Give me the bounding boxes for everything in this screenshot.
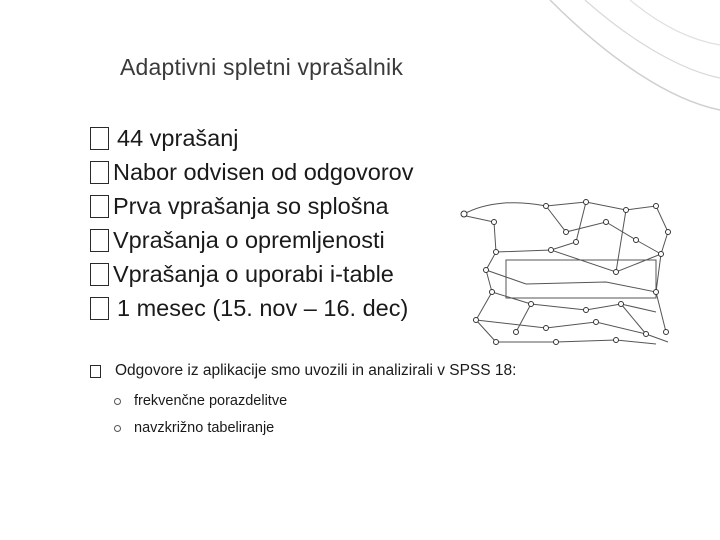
missing-glyph-box-icon <box>90 127 109 150</box>
sub-list-item-text: navzkrižno tabeliranje <box>134 420 275 436</box>
missing-glyph-box-icon <box>90 297 109 320</box>
list-item-text: 1 mesec (15. nov – 16. dec) <box>117 295 409 321</box>
list-item-text: Vprašanja o uporabi i-table <box>113 261 394 287</box>
list-item-text: Prva vprašanja so splošna <box>113 193 389 219</box>
missing-glyph-box-icon <box>90 263 109 286</box>
list-item-text: Nabor odvisen od odgovorov <box>113 159 414 185</box>
list-item-text: Vprašanja o opremljenosti <box>113 227 385 253</box>
note-text: Odgovore iz aplikacije smo uvozili in analizirali v SPSS 18: <box>115 362 517 379</box>
missing-glyph-box-icon <box>90 229 109 252</box>
list-item <box>90 291 413 325</box>
sub-list-item <box>114 415 287 442</box>
sub-list-item-text: frekvenčne porazdelitve <box>134 393 288 409</box>
list-item <box>90 121 413 155</box>
list-item <box>90 189 413 223</box>
sub-list <box>114 388 287 442</box>
corner-decoration <box>490 0 720 130</box>
slide-title: Adaptivni spletni vprašalnik <box>120 54 404 80</box>
list-item-text: 44 vprašanj <box>117 125 239 151</box>
note-item <box>90 362 516 380</box>
bullet-list <box>90 121 413 325</box>
missing-glyph-box-icon <box>90 195 109 218</box>
list-item <box>90 257 413 291</box>
sub-list-item <box>114 388 287 415</box>
questionnaire-flow-diagram <box>456 192 676 350</box>
ring-bullet-icon <box>114 425 121 432</box>
missing-glyph-box-icon <box>90 365 101 378</box>
list-item <box>90 155 413 189</box>
ring-bullet-icon <box>114 398 121 405</box>
list-item <box>90 223 413 257</box>
missing-glyph-box-icon <box>90 161 109 184</box>
